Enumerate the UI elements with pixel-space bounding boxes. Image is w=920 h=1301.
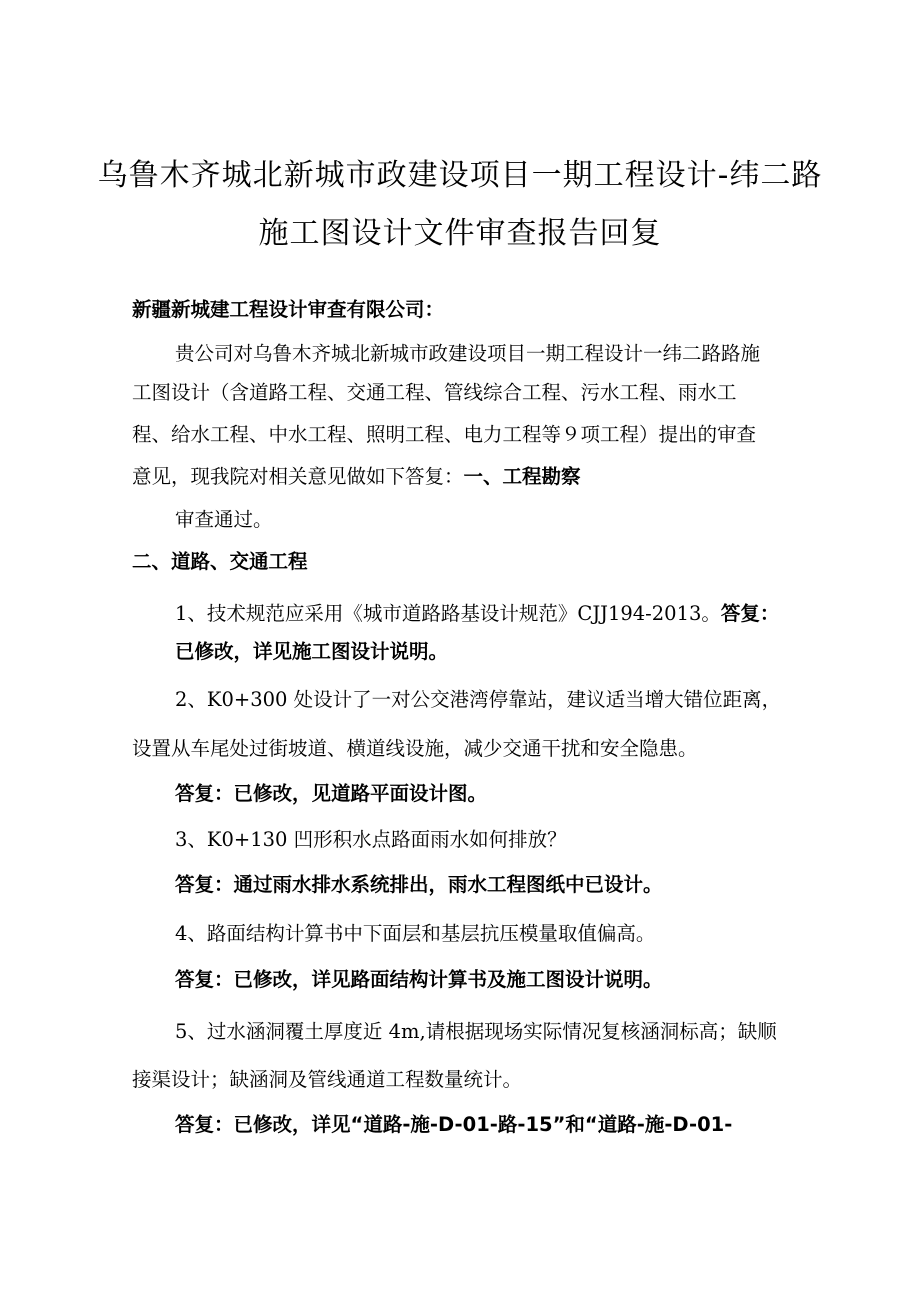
intro-line-3: 程、给水工程、中水工程、照明工程、电力工程等９项工程）提出的审查 <box>132 423 757 446</box>
document-title-line2: 施工图设计文件审查报告回复 <box>258 216 662 251</box>
item2-line1: 2、K0+300 处设计了一对公交港湾停靠站，建议适当增大错位距离， <box>175 688 782 711</box>
section1-body: 审查通过。 <box>175 508 273 531</box>
section2-heading: 二、道路、交通工程 <box>132 550 308 573</box>
item5-line2: 接渠设计；缺涵洞及管线通道工程数量统计。 <box>132 1068 523 1091</box>
intro-line-2: 工图设计（含道路工程、交通工程、管线综合工程、污水工程、雨水工 <box>132 381 737 404</box>
item1-text: 1、技术规范应采用《城市道路路基设计规范》CJJ194-2013。 <box>175 602 721 625</box>
item2-reply: 答复：已修改，见道路平面设计图。 <box>175 782 488 805</box>
item2-line2: 设置从车尾处过街坡道、横道线设施，减少交通干扰和安全隐患。 <box>132 737 698 760</box>
item5-line1: 5、过水涵洞覆土厚度近 4m,请根据现场实际情况复核涵洞标高；缺顺 <box>175 1020 777 1043</box>
intro-line-1: 贵公司对乌鲁木齐城北新城市政建设项目一期工程设计一纬二路路施 <box>175 342 761 365</box>
item3-reply: 答复：通过雨水排水系统排出，雨水工程图纸中已设计。 <box>175 873 663 896</box>
section1-heading: 一、工程勘察 <box>463 465 581 488</box>
item4-reply: 答复：已修改，详见路面结构计算书及施工图设计说明。 <box>175 968 663 991</box>
item5-reply: 答复：已修改，详见“道路-施-D-01-路-15”和“道路-施-D-01- <box>175 1113 733 1136</box>
intro-line-4 <box>132 465 581 489</box>
item1-reply-label: 答复： <box>720 602 780 625</box>
intro-last: 意见，现我院对相关意见做如下答复： <box>132 465 464 488</box>
item3-text: 3、K0+130 凹形积水点路面雨水如何排放？ <box>175 828 567 851</box>
document-title-line1: 乌鲁木齐城北新城市政建设项目一期工程设计-纬二路 <box>97 158 823 193</box>
item4-text: 4、路面结构计算书中下面层和基层抗压模量取值偏高。 <box>175 922 656 945</box>
item1-reply-cont: 已修改，详见施工图设计说明。 <box>175 640 449 663</box>
addressee: 新疆新城建工程设计审查有限公司： <box>132 298 445 321</box>
item1-line <box>175 602 779 626</box>
